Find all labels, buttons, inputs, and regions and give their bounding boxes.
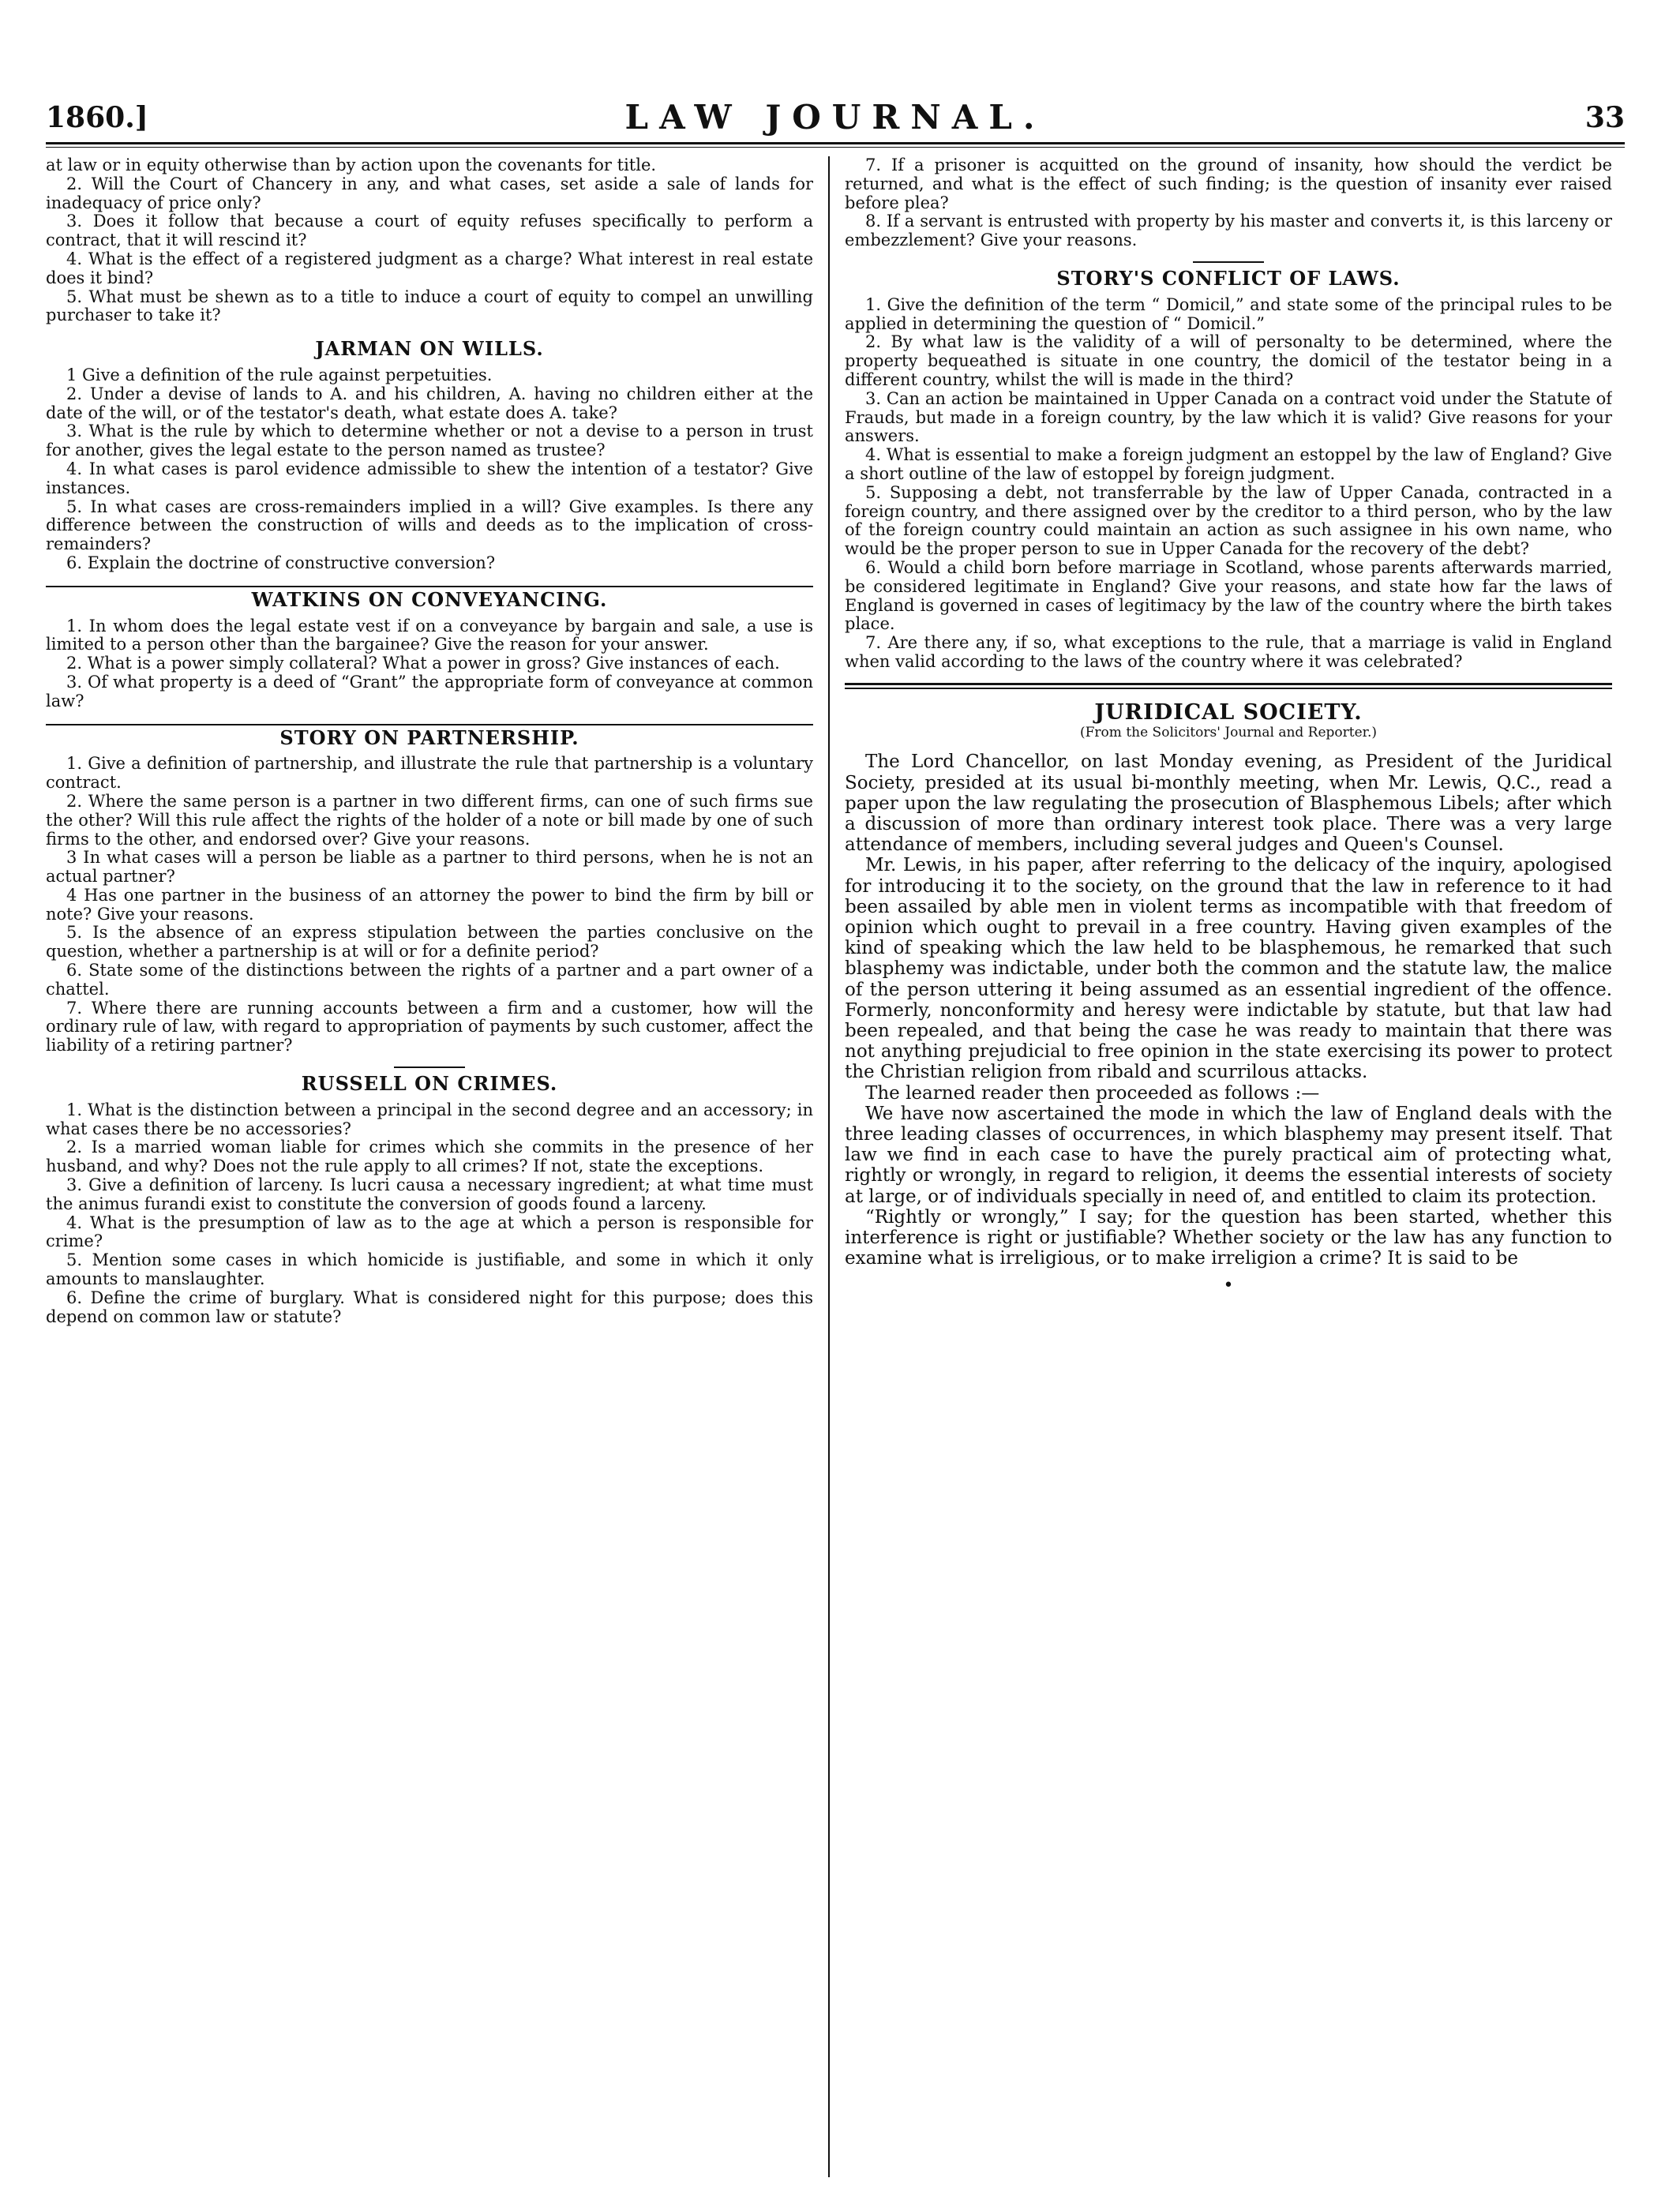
article-paragraph: The Lord Chancellor, on last Monday evening, as President of the Juridical Society, presided at its usual bi-monthly meeting, when Mr. Lewis, Q.C., read a paper upon the law regulating the prosecution of Blasphemous Libels; after which a discussion of more than ordinary interest took place. There was a very large attendance of members, including several judges and Queen's Counsel. xyxy=(845,752,1612,856)
section-title-crimes: RUSSELL ON CRIMES. xyxy=(301,1072,558,1096)
section-rule xyxy=(1193,261,1264,263)
question: 8. If a servant is entrusted with property by his master and converts it, is this larceny or embezzlement? Give your reasons. xyxy=(845,212,1612,250)
article-paragraph: We have now ascertained the mode in which the law of England deals with the three leading classes of occurrences, in which blasphemy may present itself. That law we find in each case to have the purely practical aim of protecting what, rightly or wrongly, in regard to religion, it deems the essential interests of society at large, or of individuals specially in need of, and entitled to claim its protection. xyxy=(845,1103,1612,1207)
section-title-partnership: STORY ON PARTNERSHIP. xyxy=(279,725,579,749)
footer-mark: • xyxy=(1223,1276,1234,1296)
question: 5. Is the absence of an express stipulation between the parties conclusive on the question, whether a partnership is at will or for a definite period? xyxy=(46,923,813,962)
journal-page xyxy=(46,95,1625,2179)
question: 2. Under a devise of lands to A. and his children, A. having no children either at the date of the will, or of the testator's death, what estate does A. take? xyxy=(46,384,813,422)
column-divider xyxy=(828,156,830,2177)
question: 5. Mention some cases in which homicide is justifiable, and some in which it only amounts to manslaughter. xyxy=(46,1250,813,1289)
question: 3 In what cases will a person be liable as a partner to third persons, when he is not an actual partner? xyxy=(46,848,813,887)
section-title-conflict: STORY'S CONFLICT OF LAWS. xyxy=(1056,266,1401,290)
question: 2. By what law is the validity of a will of personalty to be determined, where the property bequeathed is situate in one country, the domicil of the testator being in a different country, whilst the will is made in the third? xyxy=(845,332,1612,389)
question: 7. If a prisoner is acquitted on the ground of insanity, how should the verdict be returned, and what is the effect of such finding; is the question of insanity ever raised before plea? xyxy=(845,156,1612,212)
masthead-title: LAW JOURNAL. xyxy=(624,98,1046,137)
question: 3. Can an action be maintained in Upper Canada on a contract void under the Statute of Frauds, but made in a foreign country, by the law which it is valid? Give reasons for your answers. xyxy=(845,388,1612,446)
question: 5. What must be shewn as to a title to induce a court of equity to compel an unwilling purchaser to take it? xyxy=(46,287,813,325)
page-number: 33 xyxy=(1584,101,1625,134)
masthead-rule xyxy=(46,142,1625,148)
question: 3. Give a definition of larceny. Is lucri causa a necessary ingredient; at what time must the animus furandi exist to constitute the conversion of goods found a larceny. xyxy=(46,1175,813,1213)
article-separator xyxy=(845,683,1612,689)
question: 5. In what cases are cross-remainders implied in a will? Give examples. Is there any difference between the construction of wills and deeds as to the implication of cross-remainders? xyxy=(46,497,813,554)
question: 3. What is the rule by which to determine whether or not a devise to a person in trust for another, gives the legal estate to the person named as trustee? xyxy=(46,422,813,460)
question: 2. Will the Court of Chancery in any, and what cases, set aside a sale of lands for inadequacy of price only? xyxy=(46,174,813,212)
question: 1. Give the definition of the term “ Domicil,” and state some of the principal rules to be applied in determining the question of “ Domicil.” xyxy=(845,294,1612,333)
section-rule xyxy=(46,586,813,587)
article-paragraph: Mr. Lewis, in his paper, after referring to the delicacy of the inquiry, apologised for introducing it to the society, on the ground that the law in reference to it had been assailed by able men in violent terms as incompatible with that freedom of opinion which ought to prevail in a free country. Having given examples of the kind of speaking which the law held to be blasphemous, he remarked that such blasphemy was indictable, under both the common and the statute law, the malice of the person uttering it being assumed as an essential ingredient of the offence. Formerly, nonconformity and heresy were indictable by statute, but that law had been repealed, and that being the case he was ready to maintain that there was not anything prejudicial to free opinion in the state exercising its power to protect the Christian religion from ribald and scurrilous attacks. xyxy=(845,855,1612,1083)
question: 4. What is the effect of a registered judgment as a charge? What interest in real estate does it bind? xyxy=(46,249,813,287)
question: 1 Give a definition of the rule against perpetuities. xyxy=(66,365,493,384)
question: 2. What is a power simply collateral? What a power in gross? Give instances of each. xyxy=(66,654,780,673)
left-column xyxy=(46,156,813,2177)
article-paragraph: “Rightly or wrongly,” I say; for the question has been started, whether this interference is right or justifiable? Whether society or the law has any function to examine what is irreligious, or to make irreligion a crime? It is said to be xyxy=(845,1206,1612,1269)
question: 6. State some of the distinctions between the rights of a partner and a part owner of a chattel. xyxy=(46,961,813,999)
article-paragraph: The learned reader then proceeded as follows :— xyxy=(865,1082,1320,1104)
section-title-conveyancing: WATKINS ON CONVEYANCING. xyxy=(251,587,608,611)
section-title-society: JURIDICAL SOCIETY. xyxy=(1094,699,1363,725)
masthead-year: 1860.] xyxy=(46,101,148,134)
question: 5. Supposing a debt, not transferrable by the law of Upper Canada, contracted in a foreign country, and there assigned over by the creditor to a third person, who by the law of the foreign country could maintain an action as such assignee in his own name, who would be the proper person to sue in Upper Canada for the recovery of the debt? xyxy=(845,482,1612,559)
question: 2. Is a married woman liable for crimes which she commits in the presence of her husband, and why? Does not the rule apply to all crimes? If not, state the exceptions. xyxy=(46,1138,813,1176)
question: 1. In whom does the legal estate vest if on a conveyance by bargain and sale, a use is limited to a person other than the bargainee? Give the reason for your answer. xyxy=(46,616,813,654)
question: 4 Has one partner in the business of an attorney the power to bind the firm by bill or note? Give your reasons. xyxy=(46,885,813,924)
question: 6. Define the crime of burglary. What is considered night for this purpose; does this depend on common law or statute? xyxy=(46,1288,813,1326)
question: 4. In what cases is parol evidence admissible to shew the intention of a testator? Give instances. xyxy=(46,459,813,497)
question: 2. Where the same person is a partner in two different firms, can one of such firms sue the other? Will this rule affect the rights of the holder of a note or bill made by one of such firms to the other, and endorsed over? Give your reasons. xyxy=(46,791,813,849)
question: 3. Does it follow that because a court of equity refuses specifically to perform a contract, that it will rescind it? xyxy=(46,212,813,250)
section-title-wills: JARMAN ON WILLS. xyxy=(315,337,544,361)
question: 6. Explain the doctrine of constructive conversion? xyxy=(66,553,496,572)
masthead xyxy=(46,95,1625,144)
right-column xyxy=(845,156,1612,2177)
question: 3. Of what property is a deed of “Grant” the appropriate form of conveyance at common law? xyxy=(46,672,813,710)
section-rule xyxy=(46,724,813,725)
article-source: (From the Solicitors' Journal and Reporter.) xyxy=(1080,724,1377,740)
question: 7. Where there are running accounts between a firm and a customer, how will the ordinary rule of law, with regard to appropriation of payments by such customer, affect the liability of a retiring partner? xyxy=(46,998,813,1055)
question: 6. Would a child born before marriage in Scotland, whose parents afterwards married, be considered legitimate in England? Give your reasons, and state how far the laws of England is governed in cases of legitimacy by the law of the country where the birth takes place. xyxy=(845,557,1612,634)
section-rule xyxy=(394,1067,465,1068)
question: 1. What is the distinction between a principal in the second degree and an accessory; in what cases there be no accessories? xyxy=(46,1100,813,1138)
question: at law or in equity otherwise than by action upon the covenants for title. xyxy=(46,156,657,174)
question: 4. What is essential to make a foreign judgment an estoppel by the law of England? Give a short outline of the law of estoppel by foreign judgment. xyxy=(845,445,1612,483)
question: 4. What is the presumption of law as to the age at which a person is responsible for crime? xyxy=(46,1213,813,1251)
question: 1. Give a definition of partnership, and illustrate the rule that partnership is a voluntary contract. xyxy=(46,754,813,793)
question: 7. Are there any, if so, what exceptions to the rule, that a marriage is valid in England when valid according to the laws of the country where it was celebrated? xyxy=(845,633,1612,671)
